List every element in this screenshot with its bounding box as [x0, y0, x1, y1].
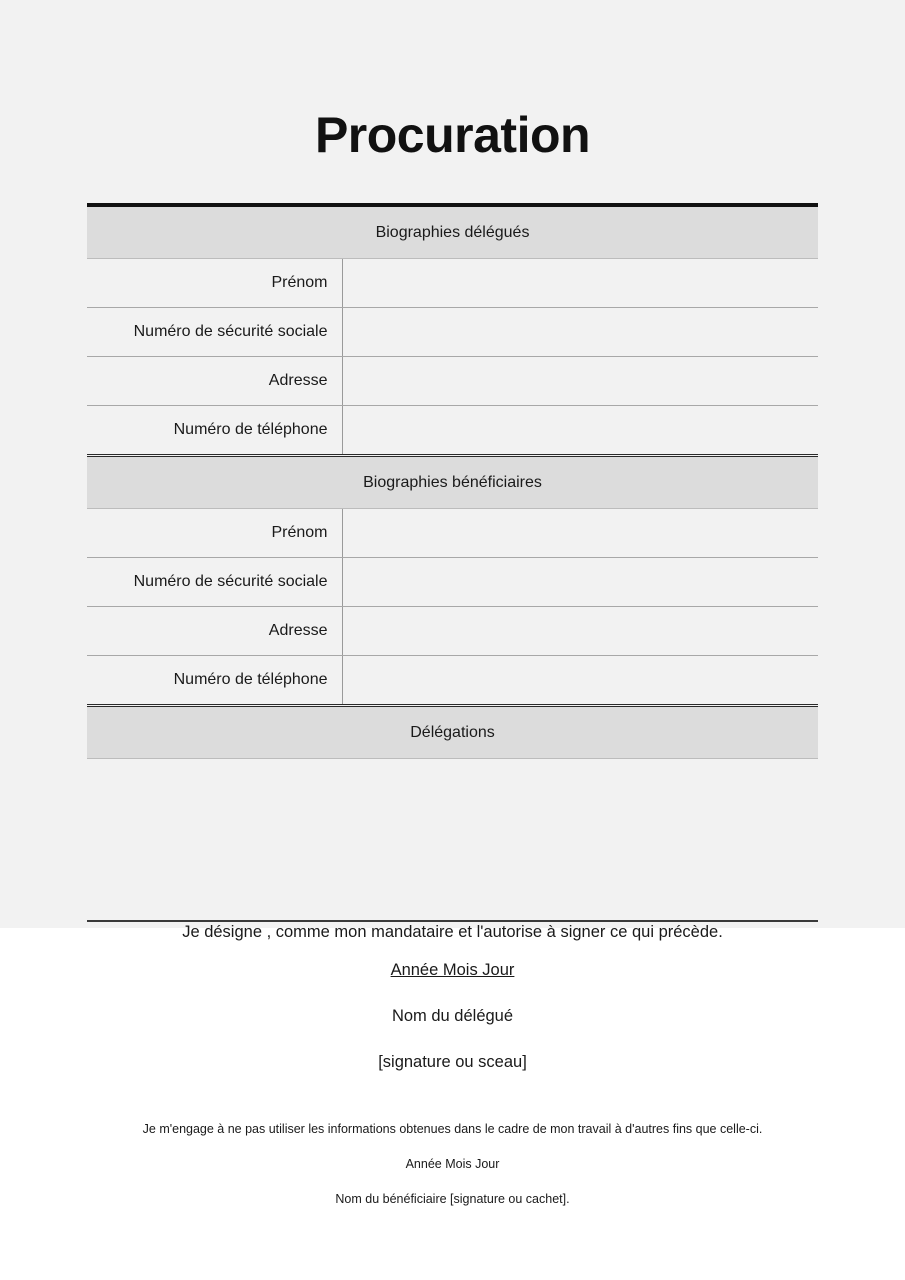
procuration-form-table [87, 203, 818, 922]
delegate-name-line: Nom du délégué [391, 1007, 514, 1025]
field-value-adresse-beneficiaire[interactable] [342, 607, 818, 656]
field-label-telephone-beneficiaire: Numéro de téléphone [87, 656, 342, 706]
field-value-securite-sociale-delegue[interactable] [342, 308, 818, 357]
field-value-adresse-delegue[interactable] [342, 357, 818, 406]
table-row [87, 357, 818, 406]
field-label-telephone-delegue: Numéro de téléphone [87, 406, 342, 456]
delegate-signature-placeholder: [signature ou sceau] [378, 1053, 527, 1071]
table-row [87, 308, 818, 357]
field-value-telephone-delegue[interactable] [342, 406, 818, 456]
section-heading-delegations: Délégations [87, 706, 818, 759]
field-value-securite-sociale-beneficiaire[interactable] [342, 558, 818, 607]
section-heading-beneficiaires: Biographies bénéficiaires [87, 456, 818, 509]
section-heading-delegues: Biographies délégués [87, 205, 818, 259]
table-row [87, 607, 818, 656]
table-section-header-row [87, 456, 818, 509]
field-label-securite-sociale-beneficiaire: Numéro de sécurité sociale [87, 558, 342, 607]
table-row [87, 509, 818, 558]
table-row [87, 259, 818, 308]
designation-statement: Je désigne , comme mon mandataire et l'autorise à signer ce qui précède. [182, 923, 723, 941]
field-label-prenom-beneficiaire: Prénom [87, 509, 342, 558]
field-value-prenom-beneficiaire[interactable] [342, 509, 818, 558]
field-value-telephone-beneficiaire[interactable] [342, 656, 818, 706]
table-row [87, 406, 818, 456]
spacer [0, 1138, 905, 1155]
footer-block [0, 1120, 905, 1208]
table-row [87, 759, 818, 922]
field-label-adresse-beneficiaire: Adresse [87, 607, 342, 656]
spacer [0, 1028, 905, 1050]
field-value-prenom-delegue[interactable] [342, 259, 818, 308]
table-section-header-row [87, 205, 818, 259]
spacer [0, 944, 905, 958]
confidentiality-undertaking: Je m'engage à ne pas utiliser les informations obtenues dans le cadre de mon travail à d'autres fins que celle-ci. [142, 1122, 763, 1136]
page-title: Procuration [314, 107, 591, 163]
delegations-content-area[interactable] [87, 759, 818, 922]
field-label-securite-sociale-delegue: Numéro de sécurité sociale [87, 308, 342, 357]
signature-block [0, 920, 905, 1074]
field-label-adresse-delegue: Adresse [87, 357, 342, 406]
delegate-date-line: Année Mois Jour [390, 961, 515, 979]
spacer [0, 982, 905, 1004]
table-row [87, 558, 818, 607]
table-section-header-row [87, 706, 818, 759]
field-label-prenom-delegue: Prénom [87, 259, 342, 308]
beneficiary-name-line: Nom du bénéficiaire [signature ou cachet]. [335, 1192, 570, 1206]
beneficiary-date-line: Année Mois Jour [405, 1157, 500, 1171]
spacer [0, 1173, 905, 1190]
table-row [87, 656, 818, 706]
